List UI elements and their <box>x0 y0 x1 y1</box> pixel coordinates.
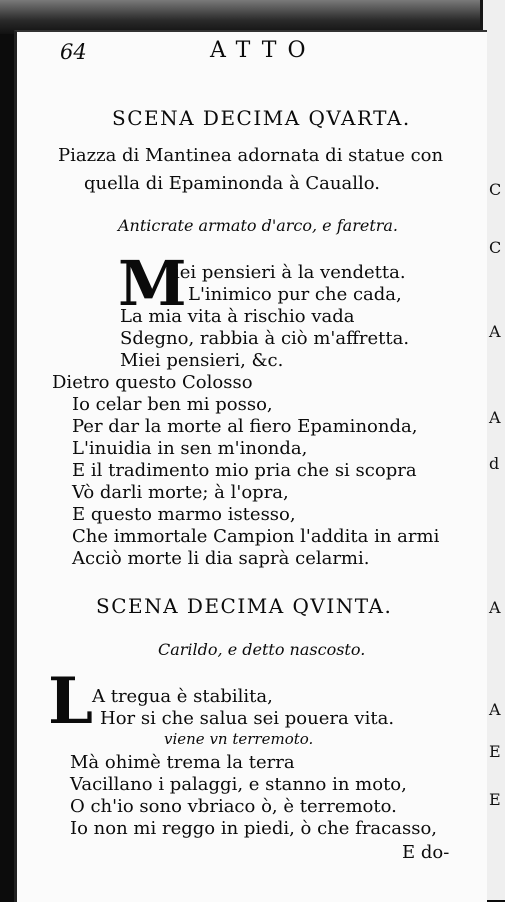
setting-line: quella di Epaminonda à Cauallo. <box>84 173 380 194</box>
stage-direction: Anticrate armato d'arco, e faretra. <box>118 216 399 235</box>
verse-line: Dietro questo Colosso <box>52 372 253 393</box>
verse-line: L'inimico pur che cada, <box>188 284 402 305</box>
verse-line: Mà ohimè trema la terra <box>70 752 295 773</box>
stage-direction: Carildo, e detto nascosto. <box>158 640 366 659</box>
scene-title: SCENA DECIMA QVARTA. <box>112 106 411 130</box>
verse-line: E questo marmo istesso, <box>72 504 296 525</box>
verse-line: Vò darli morte; à l'opra, <box>72 482 289 503</box>
verse-line: L'inuidia in sen m'inonda, <box>72 438 308 459</box>
verse-line: Miei pensieri, &c. <box>120 350 284 371</box>
page-number: 64 <box>60 40 87 64</box>
verse-line: Hor si che salua sei pouera vita. <box>100 708 395 729</box>
scene-setting <box>58 142 443 198</box>
verse-line: E il tradimento mio pria che si scopra <box>72 460 417 481</box>
verse-line: Io celar ben mi posso, <box>72 394 273 415</box>
verse-line: O ch'io sono vbriaco ò, è terremoto. <box>70 796 397 817</box>
verse-line: La mia vita à rischio vada <box>120 306 355 327</box>
drop-capital: M <box>118 247 187 320</box>
drop-capital: L <box>48 664 93 739</box>
verse-line: Acciò morte li dia saprà celarmi. <box>72 548 370 569</box>
setting-line: Piazza di Mantinea adornata di statue con <box>58 145 444 166</box>
verse-line: Vacillano i palaggi, e stanno in moto, <box>70 774 407 795</box>
verse-line: iei pensieri à la vendetta. <box>174 262 406 283</box>
scan-top-edge <box>0 0 505 34</box>
facing-page-marks: C C A A d A A E E <box>489 180 502 809</box>
verse-line: Che immortale Campion l'addita in armi <box>72 526 440 547</box>
running-head: ATTO <box>210 38 317 63</box>
verse-line: Sdegno, rabbia à ciò m'affretta. <box>120 328 410 349</box>
verse-line: Per dar la morte al fiero Epaminonda, <box>72 416 418 437</box>
verse-line: A tregua è stabilita, <box>92 686 273 707</box>
verse-line: Io non mi reggo in piedi, ò che fracasso, <box>70 818 437 839</box>
catchword: E do- <box>402 842 450 863</box>
scene-title: SCENA DECIMA QVINTA. <box>96 594 393 618</box>
page-header <box>60 36 460 66</box>
stage-direction: viene vn terremoto. <box>164 730 314 748</box>
